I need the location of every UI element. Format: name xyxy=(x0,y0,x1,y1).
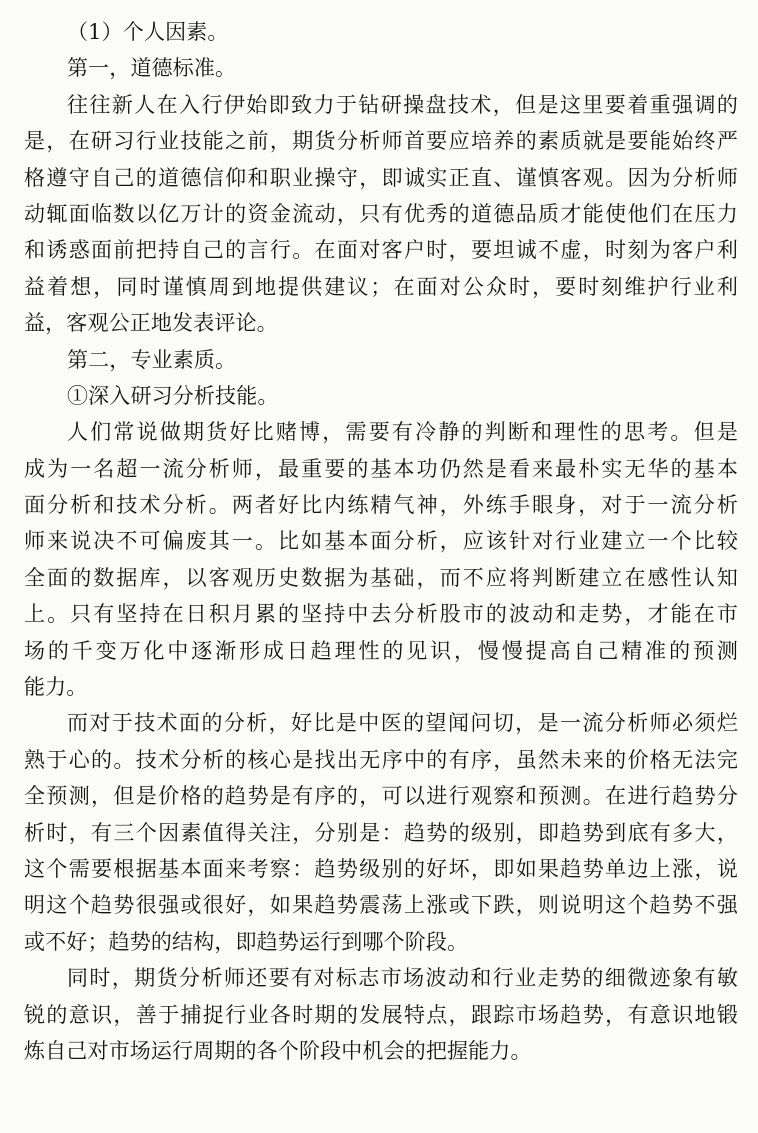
paragraph-line: 而对于技术面的分析，好比是中医的望闻问切，是一流分析师必须烂 xyxy=(67,711,738,736)
paragraph-line: 熟于心的。技术分析的核心是找出无序中的有序，虽然未来的价格无法完 xyxy=(24,747,738,772)
subsection-heading: 第二，专业素质。 xyxy=(67,347,237,372)
paragraph-line: 往往新人在入行伊始即致力于钻研操盘技术，但是这里要着重强调的 xyxy=(67,92,738,117)
subsection-heading: 第一，道德标准。 xyxy=(67,56,237,81)
paragraph-line: 人们常说做期货好比赌博，需要有冷静的判断和理性的思考。但是 xyxy=(67,420,738,445)
paragraph-line: 这个需要根据基本面来考察：趋势级别的好坏，即如果趋势单边上涨，说 xyxy=(24,856,738,881)
section-heading: （1）个人因素。 xyxy=(67,20,229,44)
item-heading: ①深入研习分析技能。 xyxy=(67,383,279,408)
paragraph-line: 或不好；趋势的结构，即趋势运行到哪个阶段。 xyxy=(24,929,469,954)
paragraph-line: 锐的意识，善于捕捉行业各时期的发展特点，跟踪市场趋势，有意识地锻 xyxy=(24,1002,738,1027)
paragraph-line: 上。只有坚持在日积月累的坚持中去分析股市的波动和走势，才能在市 xyxy=(24,602,738,627)
paragraph-line: 动辄面临数以亿万计的资金流动，只有优秀的道德品质才能使他们在压力 xyxy=(24,201,738,226)
paragraph-line: 析时，有三个因素值得关注，分别是：趋势的级别，即趋势到底有多大， xyxy=(24,820,738,845)
paragraph-line: 全面的数据库，以客观历史数据为基础，而不应将判断建立在感性认知 xyxy=(24,565,738,590)
paragraph-line: 面分析和技术分析。两者好比内练精气神，外练手眼身，对于一流分析 xyxy=(24,493,738,518)
paragraph-line: 益着想，同时谨慎周到地提供建议；在面对公众时，要时刻维护行业利 xyxy=(24,274,738,299)
paragraph-line: 同时，期货分析师还要有对标志市场波动和行业走势的细微迹象有敏 xyxy=(67,966,738,991)
paragraph-line: 场的千变万化中逐渐形成日趋理性的见识，慢慢提高自己精准的预测 xyxy=(24,638,738,663)
paragraph-line: 和诱惑面前把持自己的言行。在面对客户时，要坦诚不虚，时刻为客户利 xyxy=(24,238,738,263)
paragraph-line: 能力。 xyxy=(24,675,88,700)
paragraph-line: 是，在研习行业技能之前，期货分析师首要应培养的素质就是要能始终严 xyxy=(24,129,738,154)
paragraph-line: 炼自己对市场运行周期的各个阶段中机会的把握能力。 xyxy=(24,1038,532,1063)
paragraph-line: 明这个趋势很强或很好，如果趋势震荡上涨或下跌，则说明这个趋势不强 xyxy=(24,893,738,918)
paragraph-line: 格遵守自己的道德信仰和职业操守，即诚实正直、谨慎客观。因为分析师 xyxy=(24,165,738,190)
paragraph-line: 成为一名超一流分析师，最重要的基本功仍然是看来最朴实无华的基本 xyxy=(24,456,738,481)
paragraph-line: 益，客观公正地发表评论。 xyxy=(24,311,278,336)
paragraph-line: 全预测，但是价格的趋势是有序的，可以进行观察和预测。在进行趋势分 xyxy=(24,784,738,809)
paragraph-line: 师来说决不可偏废其一。比如基本面分析，应该针对行业建立一个比较 xyxy=(24,529,738,554)
